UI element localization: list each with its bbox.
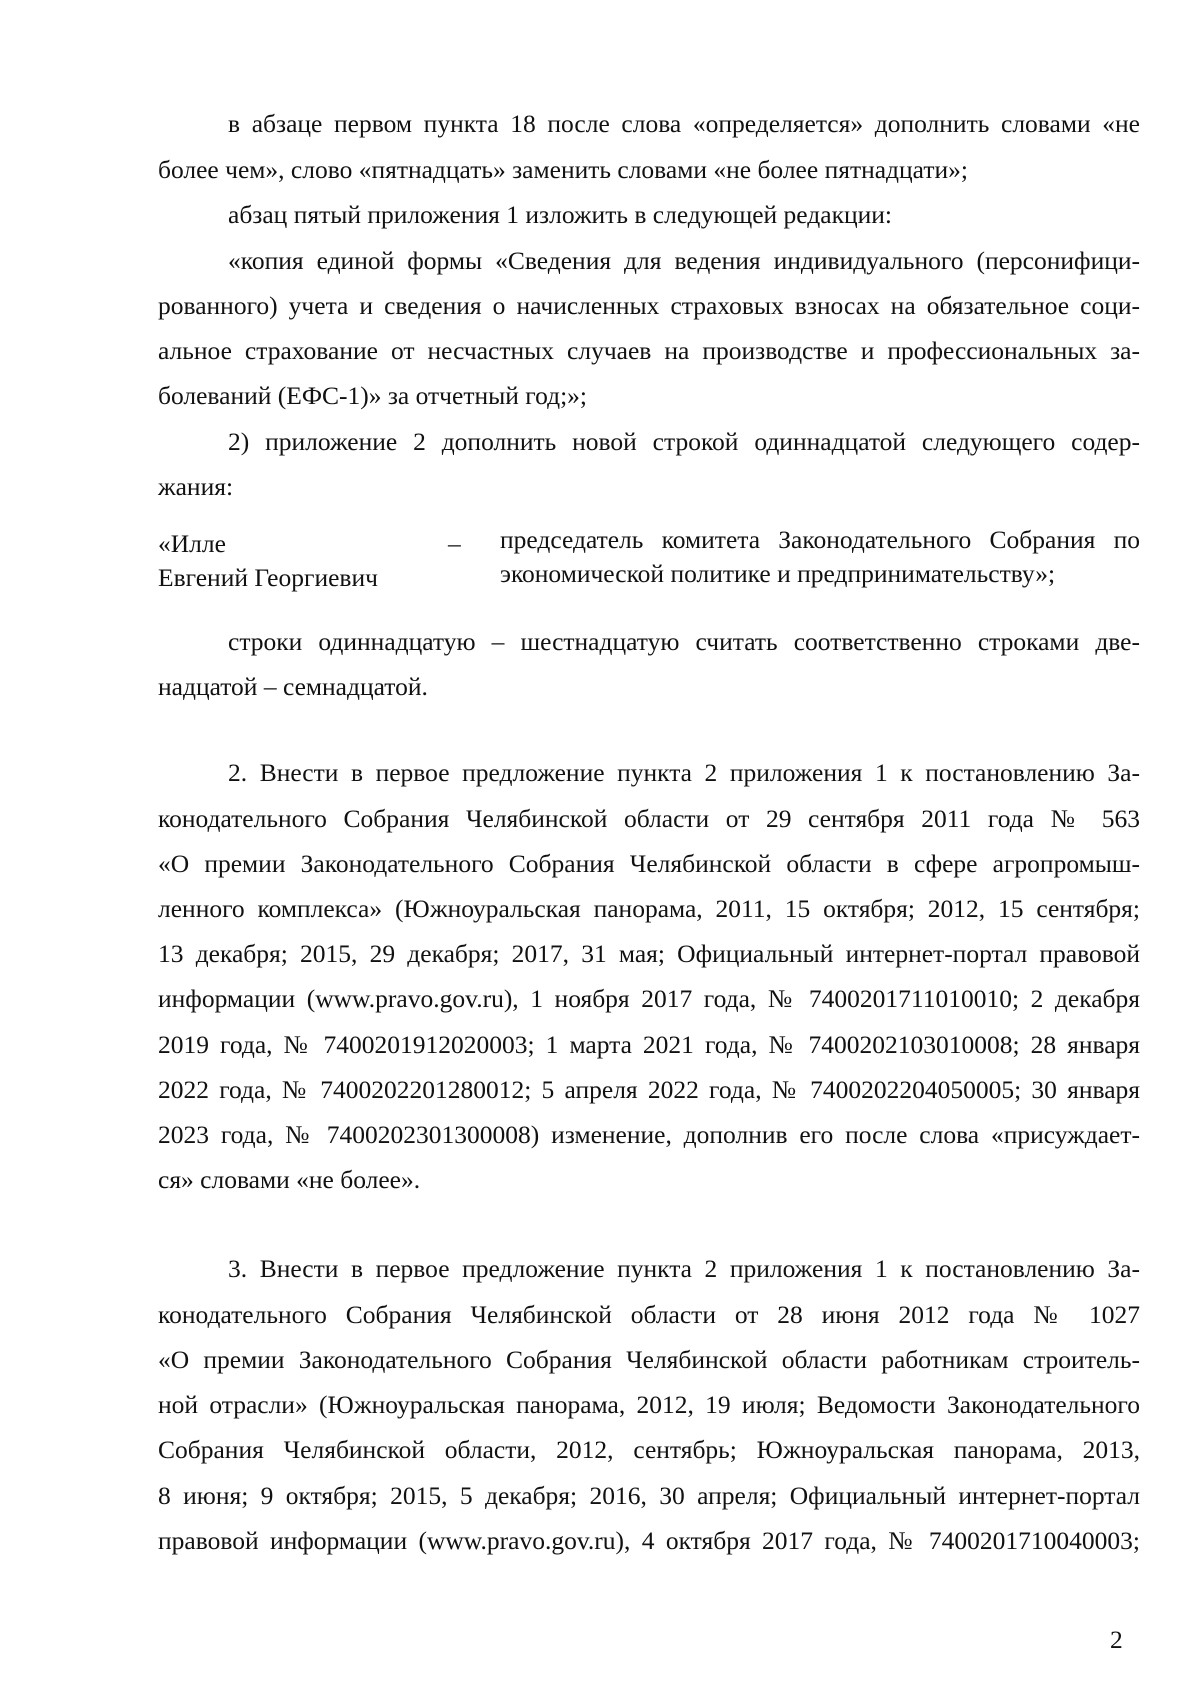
- text-line: ся» словами «не более».: [158, 1165, 421, 1194]
- text-line: в абзаце первом пункта 18 после слова «определяется» дополнить словами «не: [228, 109, 1140, 138]
- text-line: 2019 года, № 7400201912020003; 1 марта 2021 года, № 7400202103010008; 28 января: [158, 1030, 1140, 1059]
- text-line: 2. Внести в первое предложение пункта 2 приложения 1 к постановлению За-: [228, 758, 1140, 787]
- text-line: строки одиннадцатую – шестнадцатую считать соответственно строками две-: [228, 627, 1140, 656]
- text-line: конодательного Собрания Челябинской области от 29 сентября 2011 года № 563: [158, 804, 1140, 833]
- text-line: 13 декабря; 2015, 29 декабря; 2017, 31 мая; Официальный интернет-портал правовой: [158, 939, 1140, 968]
- text-line: 2) приложение 2 дополнить новой строкой одиннадцатой следующего содер-: [228, 427, 1140, 456]
- text-line: абзац пятый приложения 1 изложить в следующей редакции:: [228, 200, 892, 229]
- text-line: альное страхование от несчастных случаев на производстве и профессиональных за-: [158, 336, 1140, 365]
- text-line: 2022 года, № 7400202201280012; 5 апреля 2022 года, № 7400202204050005; 30 января: [158, 1075, 1140, 1104]
- member-position-line: председатель комитета Законодательного Собрания по: [500, 525, 1140, 554]
- text-line: «копия единой формы «Сведения для ведения индивидуального (персонифици-: [228, 246, 1140, 275]
- entry-dash: –: [448, 529, 461, 558]
- text-line: «О премии Законодательного Собрания Челябинской области в сфере агропромыш-: [158, 849, 1140, 878]
- text-line: информации (www.pravo.gov.ru), 1 ноября 2017 года, № 7400201711010010; 2 декабря: [158, 984, 1140, 1013]
- text-line: жания:: [158, 472, 234, 501]
- text-line: Собрания Челябинской области, 2012, сентябрь; Южноуральская панорама, 2013,: [158, 1435, 1140, 1464]
- text-line: надцатой – семнадцатой.: [158, 672, 428, 701]
- text-line: рованного) учета и сведения о начисленных страховых взносах на обязательное соци-: [158, 291, 1140, 320]
- text-line: более чем», слово «пятнадцать» заменить словами «не более пятнадцати»;: [158, 155, 968, 184]
- text-line: 2023 года, № 7400202301300008) изменение, дополнив его после слова «присуждает-: [158, 1120, 1140, 1149]
- member-name-line: Евгений Георгиевич: [158, 563, 378, 592]
- text-line: болеваний (ЕФС-1)» за отчетный год;»;: [158, 381, 587, 410]
- member-name-line: «Илле: [158, 529, 226, 558]
- member-position-line: экономической политике и предпринимательству»;: [500, 559, 1056, 588]
- text-line: 3. Внести в первое предложение пункта 2 приложения 1 к постановлению За-: [228, 1254, 1140, 1283]
- text-line: ленного комплекса» (Южноуральская панорама, 2011, 15 октября; 2012, 15 сентября;: [158, 894, 1140, 923]
- text-line: 8 июня; 9 октября; 2015, 5 декабря; 2016, 30 апреля; Официальный интернет-портал: [158, 1481, 1140, 1510]
- text-line: правовой информации (www.pravo.gov.ru), 4 октября 2017 года, № 7400201710040003;: [158, 1526, 1140, 1555]
- text-line: «О премии Законодательного Собрания Челябинской области работникам строитель-: [158, 1345, 1140, 1374]
- page-number: 2: [1110, 1625, 1123, 1654]
- text-line: ной отрасли» (Южноуральская панорама, 2012, 19 июля; Ведомости Законодательного: [158, 1390, 1140, 1419]
- text-line: конодательного Собрания Челябинской области от 28 июня 2012 года № 1027: [158, 1300, 1140, 1329]
